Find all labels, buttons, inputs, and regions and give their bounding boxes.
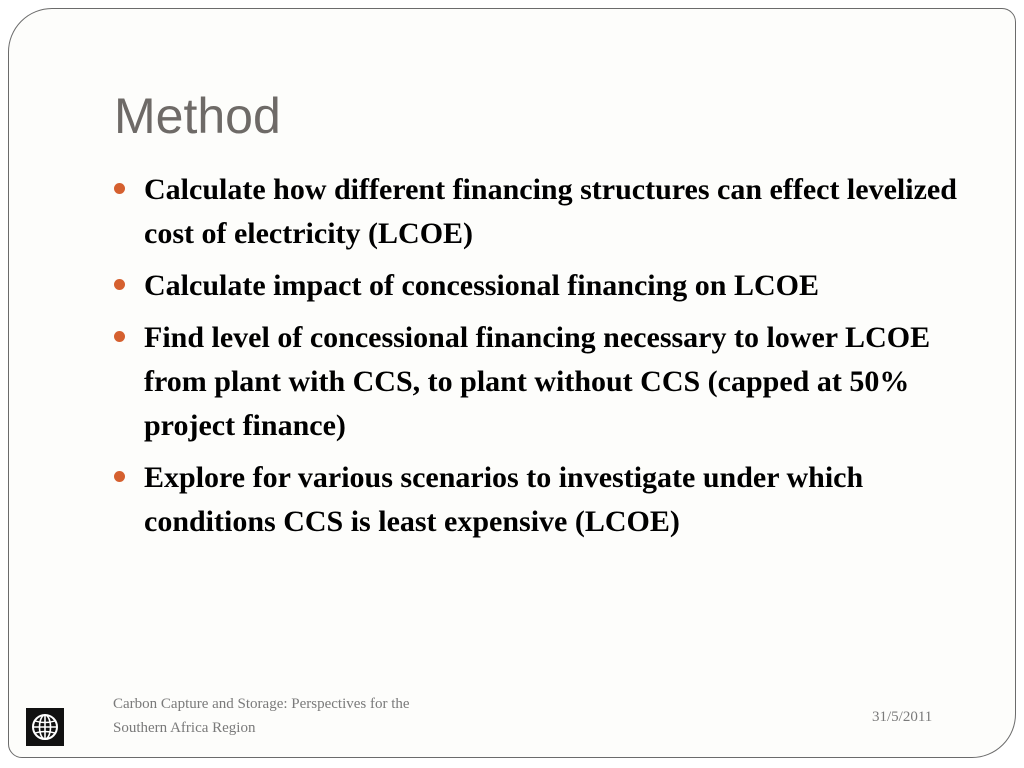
footer-caption (113, 692, 493, 740)
bullet-text: Explore for various scenarios to investigate under which conditions CCS is least expensive (LCOE) (144, 461, 864, 538)
bullet-item (112, 316, 972, 448)
bullet-dot-icon (114, 331, 125, 342)
bullet-item (112, 264, 972, 308)
footer-date: 31/5/2011 (872, 709, 933, 725)
bullet-dot-icon (114, 471, 125, 482)
bullet-text: Calculate impact of concessional financing on LCOE (144, 269, 820, 302)
bullet-dot-icon (114, 183, 125, 194)
footer-line-2: Southern Africa Region (113, 720, 256, 736)
bullet-list (112, 168, 972, 552)
footer-line-1: Carbon Capture and Storage: Perspectives for the (113, 696, 410, 712)
slide-title: Method (114, 88, 281, 144)
bullet-text: Find level of concessional financing necessary to lower LCOE from plant with CCS, to plant without CCS (capped at 50% project finance) (144, 321, 931, 442)
bullet-item (112, 456, 972, 544)
world-bank-globe-icon (26, 708, 64, 746)
bullet-dot-icon (114, 279, 125, 290)
bullet-text: Calculate how different financing structures can effect levelized cost of electricity (LCOE) (144, 173, 957, 250)
bullet-item (112, 168, 972, 256)
